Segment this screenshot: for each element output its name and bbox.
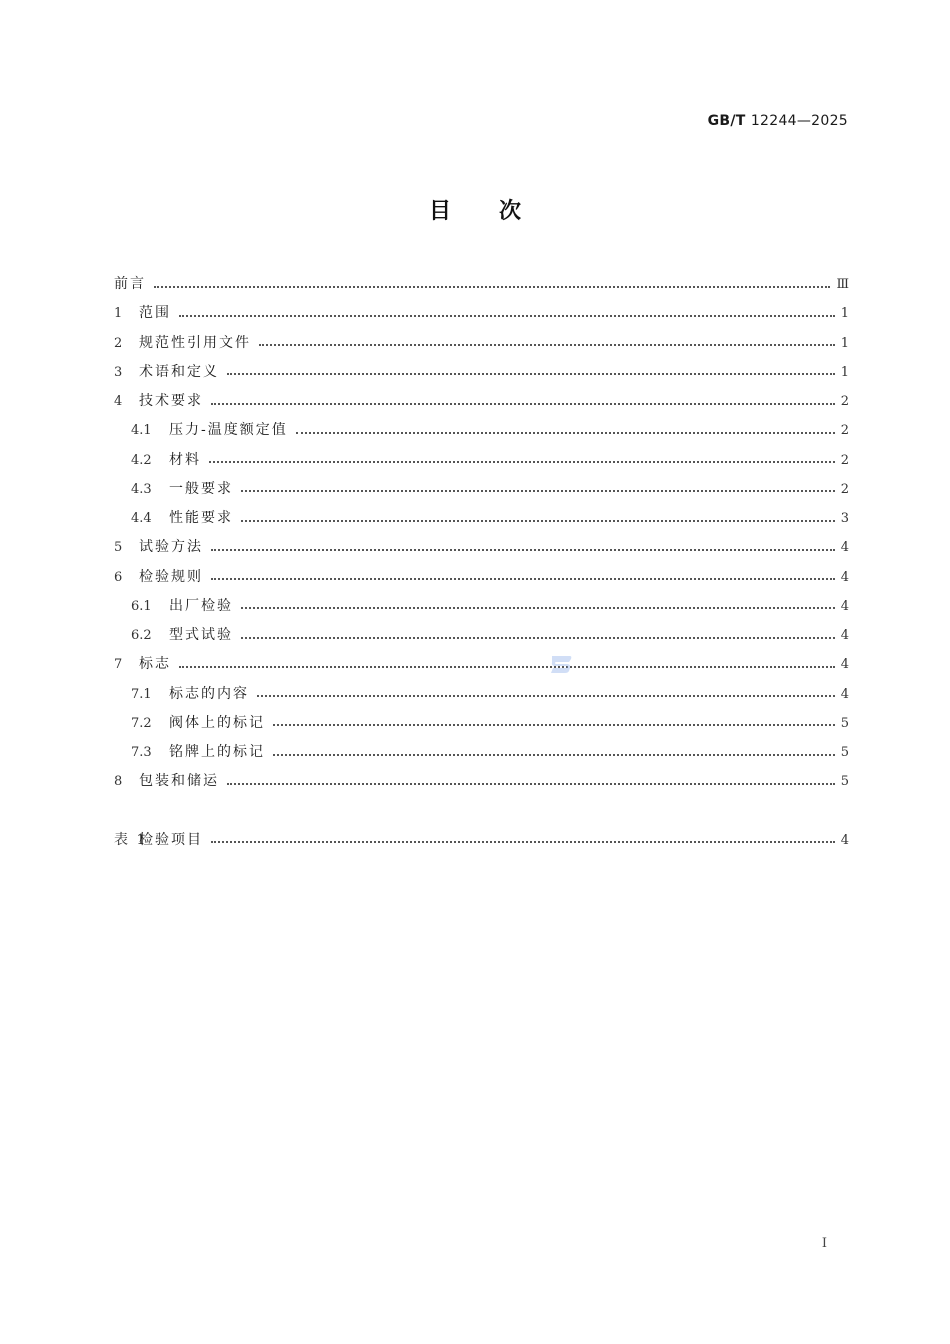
standard-code: 12244—2025 (750, 113, 848, 129)
toc-entry-label: 铭牌上的标记 (169, 744, 265, 760)
table-of-contents (114, 270, 849, 855)
toc-leader-dots (259, 344, 835, 346)
toc-entry[interactable] (114, 358, 849, 387)
toc-entry[interactable] (114, 387, 849, 416)
toc-entry-page: 5 (840, 745, 849, 760)
toc-entry-label: 包装和储运 (139, 773, 219, 790)
page-number: I (821, 1236, 827, 1251)
toc-leader-dots (257, 695, 835, 697)
toc-entry-label: 出厂检验 (169, 597, 233, 614)
toc-entry-label: 检验项目 (139, 831, 203, 848)
toc-leader-dots (241, 490, 835, 492)
toc-leader-dots (154, 286, 830, 288)
toc-entry-page: Ⅲ (836, 277, 849, 292)
toc-leader-dots (179, 666, 835, 668)
toc-leader-dots (211, 841, 835, 843)
toc-entry-label: 试验方法 (139, 539, 203, 556)
toc-entry-page: 2 (840, 481, 849, 497)
toc-entry-number: 表 1 (114, 831, 148, 848)
toc-entry-page: 1 (840, 335, 849, 351)
toc-leader-dots (179, 315, 835, 317)
toc-spacer (114, 797, 849, 826)
toc-leader-dots (227, 373, 835, 375)
toc-entry-page: 3 (840, 511, 849, 526)
toc-leader-dots (241, 520, 835, 522)
standard-number (708, 113, 848, 129)
toc-entry-number: 7 (114, 657, 123, 673)
toc-entry-label: 标志 (139, 656, 171, 673)
toc-entry-page: 4 (840, 657, 849, 673)
toc-leader-dots (227, 783, 835, 785)
toc-entry-label: 压力-温度额定值 (169, 422, 288, 439)
toc-entry-number: 4.3 (131, 481, 152, 497)
toc-entry-number: 6.1 (131, 598, 152, 614)
toc-entry-number: 5 (114, 540, 123, 556)
toc-entry-label: 技术要求 (139, 393, 203, 409)
toc-entry-number: 4.4 (131, 511, 152, 526)
toc-entry[interactable] (114, 709, 849, 738)
toc-entry-page: 1 (840, 364, 849, 380)
toc-entry[interactable] (114, 826, 849, 855)
standard-prefix: GB/T (707, 113, 746, 129)
toc-entry-page: 4 (840, 628, 849, 643)
toc-entry[interactable] (114, 650, 849, 679)
watermark-logo-icon (548, 652, 574, 676)
toc-leader-dots (241, 607, 835, 609)
toc-entry-number: 6 (114, 569, 123, 585)
toc-entry[interactable] (114, 767, 849, 796)
toc-entry-label: 性能要求 (169, 510, 233, 526)
toc-entry-page: 4 (840, 569, 849, 585)
toc-entry-number: 7.2 (131, 715, 152, 731)
toc-entry-page: 4 (840, 540, 849, 556)
toc-entry-page: 4 (840, 598, 849, 614)
page-title: 目次 (428, 199, 569, 224)
toc-entry[interactable] (114, 299, 849, 328)
toc-entry[interactable] (114, 329, 849, 358)
toc-entry[interactable] (114, 446, 849, 475)
toc-entry-label: 规范性引用文件 (139, 334, 251, 351)
toc-entry-label: 材料 (169, 451, 201, 468)
toc-entry-page: 1 (840, 306, 849, 322)
toc-leader-dots (273, 754, 835, 756)
toc-entry-page: 5 (840, 715, 849, 731)
toc-entry[interactable] (114, 563, 849, 592)
toc-entry[interactable] (114, 533, 849, 562)
toc-entry-page: 4 (840, 832, 849, 848)
toc-entry-number: 8 (114, 774, 123, 790)
toc-leader-dots (211, 403, 835, 405)
toc-entry-label: 一般要求 (169, 480, 233, 497)
toc-entry-label: 型式试验 (169, 627, 233, 643)
toc-entry[interactable] (114, 738, 849, 767)
toc-entry-page: 2 (840, 423, 849, 439)
toc-leader-dots (209, 461, 835, 463)
toc-entry[interactable] (114, 621, 849, 650)
toc-entry-label: 范围 (139, 305, 171, 322)
toc-entry-number: 1 (114, 306, 123, 322)
toc-entry-page: 2 (840, 452, 849, 468)
toc-entry-number: 7.1 (131, 686, 152, 702)
toc-leader-dots (211, 578, 835, 580)
toc-leader-dots (241, 637, 835, 639)
toc-entry-number: 6.2 (131, 628, 152, 643)
toc-entry-page: 5 (840, 774, 849, 790)
toc-leader-dots (273, 724, 835, 726)
table-list (114, 826, 849, 855)
toc-entry[interactable] (114, 416, 849, 445)
toc-entry-number: 4.1 (131, 423, 152, 439)
toc-entry-page: 4 (840, 686, 849, 702)
toc-entry-page: 2 (840, 394, 849, 409)
toc-entry-number: 7.3 (131, 745, 152, 760)
toc-entry-label: 标志的内容 (169, 685, 249, 702)
toc-list (114, 270, 849, 797)
toc-entry-number: 4 (114, 394, 123, 409)
toc-leader-dots (296, 432, 835, 434)
toc-entry[interactable] (114, 270, 849, 299)
toc-entry[interactable] (114, 475, 849, 504)
toc-entry-label: 前言 (114, 276, 146, 292)
toc-entry-label: 检验规则 (139, 568, 203, 585)
toc-entry-label: 阀体上的标记 (169, 714, 265, 731)
toc-entry[interactable] (114, 504, 849, 533)
toc-entry-number: 4.2 (131, 452, 152, 468)
toc-entry[interactable] (114, 592, 849, 621)
toc-entry-label: 术语和定义 (139, 363, 219, 380)
toc-entry[interactable] (114, 680, 849, 709)
toc-entry-number: 2 (114, 335, 123, 351)
toc-entry-number: 3 (114, 364, 123, 380)
toc-leader-dots (211, 549, 835, 551)
